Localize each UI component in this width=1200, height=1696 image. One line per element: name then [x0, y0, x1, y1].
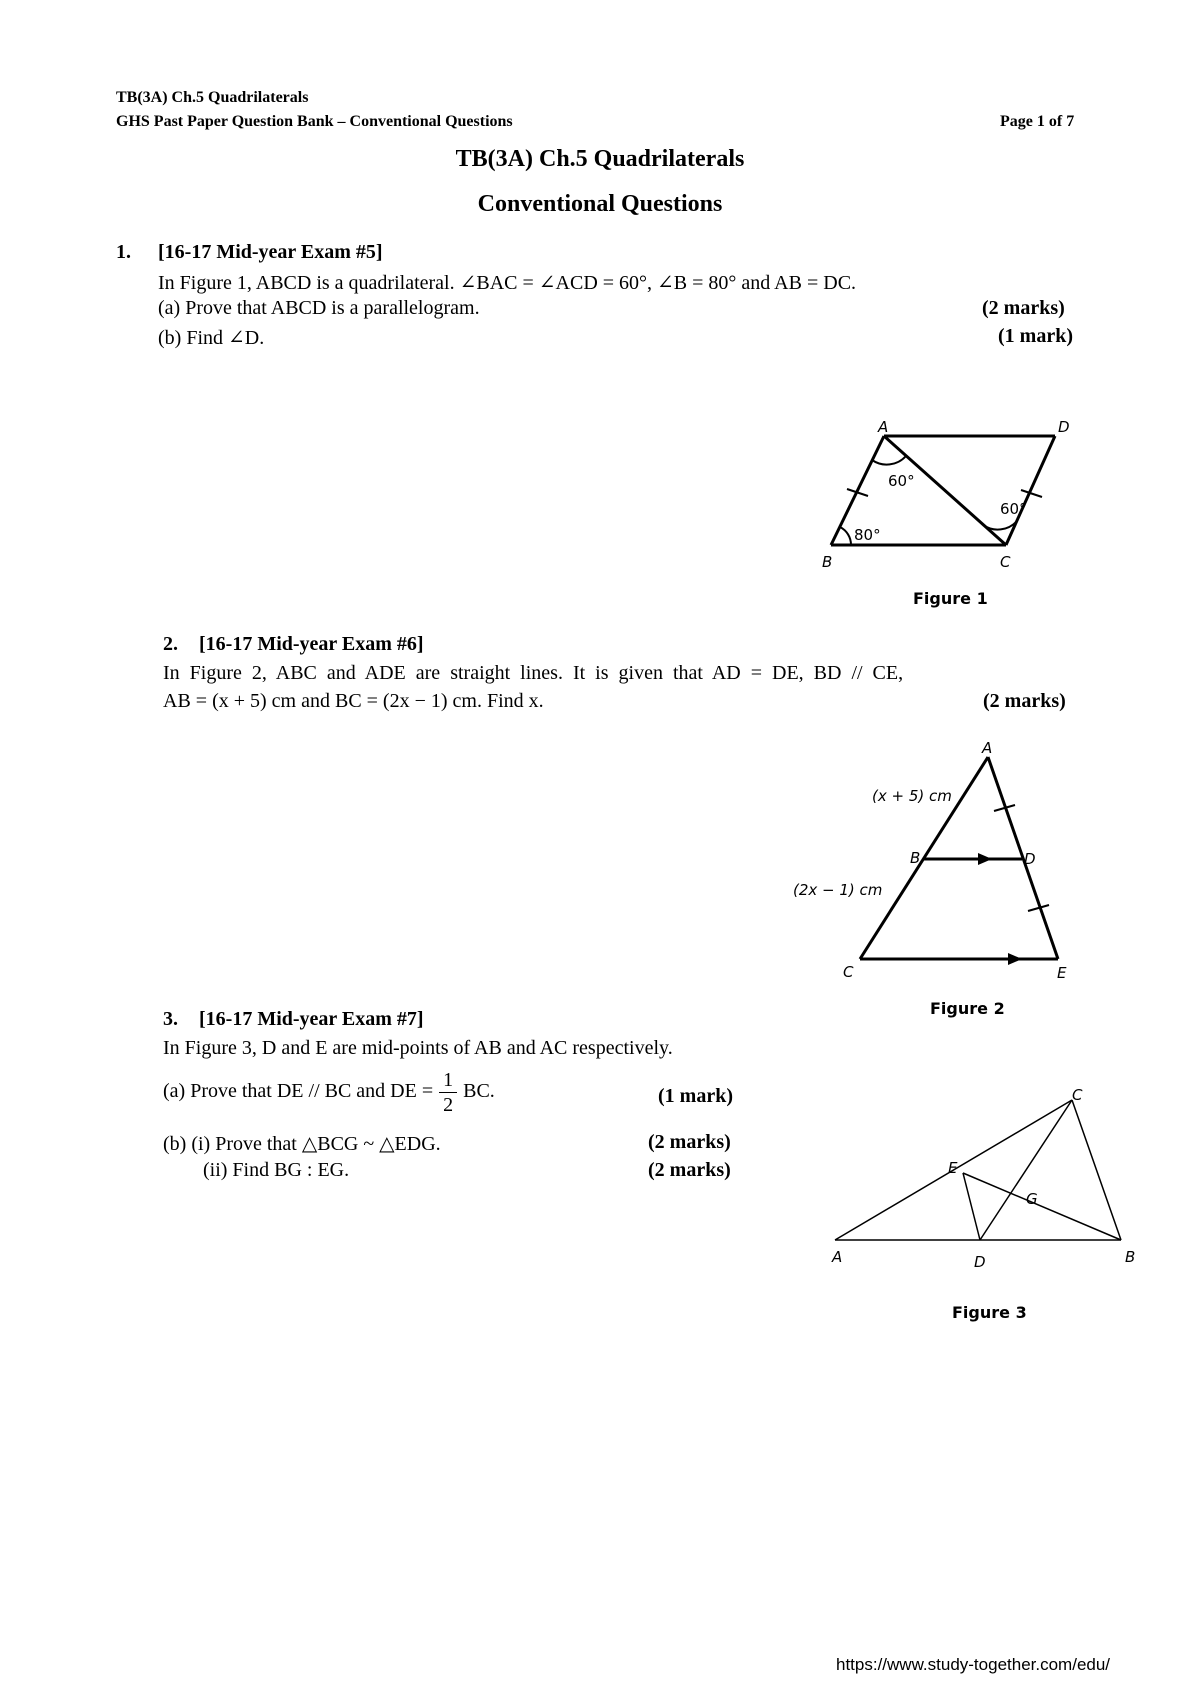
q3-frac-den: 2 — [443, 1094, 454, 1116]
q3-stem: In Figure 3, D and E are mid-points of AB and AC respectively. — [163, 1037, 673, 1059]
fig3-label-e: E — [948, 1159, 958, 1177]
q1-marks-b: (1 mark) — [998, 325, 1073, 347]
fig3-label-b: B — [1125, 1248, 1136, 1266]
q3-part-a — [163, 1070, 495, 1115]
q1-stem: In Figure 1, ABCD is a quadrilateral. ∠BAC = ∠ACD = 60°, ∠B = 80° and AB = DC. — [158, 272, 857, 294]
figure-2-caption: Figure 2 — [930, 999, 1005, 1018]
fig1-label-a: A — [878, 418, 889, 436]
q3-part-b-ii: (ii) Find BG : EG. — [203, 1159, 350, 1181]
fig3-segment-dc — [980, 1100, 1072, 1240]
q3-part-a-post: BC. — [463, 1080, 495, 1103]
fig2-label-d: D — [1024, 850, 1036, 868]
q3-marks-b-i: (2 marks) — [648, 1131, 731, 1153]
fig1-label-d: D — [1058, 418, 1070, 436]
q3-marks-a: (1 mark) — [658, 1085, 733, 1107]
q2-stem-line1: In Figure 2, ABC and ADE are straight lines. It is given that AD = DE, BD // CE, — [163, 662, 904, 684]
q2-number: 2. — [163, 633, 178, 655]
page-number: Page 1 of 7 — [1000, 113, 1075, 130]
fig2-arrow-ce — [1008, 953, 1022, 965]
fig3-label-g: G — [1026, 1190, 1038, 1208]
fig3-label-c: C — [1072, 1086, 1083, 1104]
figure-3-diagram — [800, 1080, 1160, 1280]
fig2-label-c: C — [843, 963, 854, 981]
q1-marks-a: (2 marks) — [982, 297, 1065, 319]
q2-stem-line2: AB = (x + 5) cm and BC = (2x − 1) cm. Find x. — [163, 690, 544, 712]
q3-part-a-pre: (a) Prove that DE // BC and DE = — [163, 1080, 434, 1103]
fig1-angle-acd: 60° — [1000, 500, 1027, 518]
q3-marks-b-ii: (2 marks) — [648, 1159, 731, 1181]
figure-2-diagram — [780, 735, 1100, 985]
fig1-label-b: B — [822, 553, 833, 571]
figure-1-diagram — [800, 410, 1120, 580]
figure-1-caption: Figure 1 — [913, 589, 988, 608]
fig3-label-d: D — [974, 1253, 986, 1271]
fig2-label-b: B — [910, 849, 921, 867]
q3-number: 3. — [163, 1008, 178, 1030]
page-subtitle: Conventional Questions — [477, 191, 723, 217]
q1-tag: [16-17 Mid-year Exam #5] — [158, 241, 383, 263]
q3-fraction-half — [439, 1070, 457, 1115]
fig1-angle-b: 80° — [854, 526, 881, 544]
header-source: GHS Past Paper Question Bank – Conventional Questions — [116, 113, 513, 130]
q1-part-b: (b) Find ∠D. — [158, 327, 265, 349]
q3-tag: [16-17 Mid-year Exam #7] — [199, 1008, 424, 1030]
q3-frac-num: 1 — [439, 1070, 457, 1093]
fig2-label-e: E — [1057, 964, 1067, 982]
page-title: TB(3A) Ch.5 Quadrilaterals — [455, 146, 745, 172]
figure-3-caption: Figure 3 — [952, 1303, 1027, 1322]
fig3-segment-ed — [963, 1173, 980, 1240]
fig1-side-cd — [1006, 436, 1055, 545]
q3-part-b-i: (b) (i) Prove that △BCG ~ △EDG. — [163, 1133, 441, 1155]
q2-marks: (2 marks) — [983, 690, 1066, 712]
footer-url[interactable]: https://www.study-together.com/edu/ — [836, 1655, 1111, 1674]
fig2-label-a: A — [982, 739, 993, 757]
fig1-label-c: C — [1000, 553, 1011, 571]
q2-tag: [16-17 Mid-year Exam #6] — [199, 633, 424, 655]
q1-part-a: (a) Prove that ABCD is a parallelogram. — [158, 297, 480, 319]
fig1-arc-bac — [872, 456, 906, 465]
q1-number: 1. — [116, 241, 131, 263]
fig1-arc-b — [840, 527, 851, 545]
fig2-arrow-bd — [978, 853, 992, 865]
fig2-label-ab-length: (x + 5) cm — [872, 787, 952, 805]
header-doc-title: TB(3A) Ch.5 Quadrilaterals — [116, 89, 309, 106]
fig3-side-cb — [1072, 1100, 1121, 1240]
fig1-angle-bac: 60° — [888, 472, 915, 490]
fig2-label-bc-length: (2x − 1) cm — [793, 881, 883, 899]
fig3-label-a: A — [832, 1248, 843, 1266]
